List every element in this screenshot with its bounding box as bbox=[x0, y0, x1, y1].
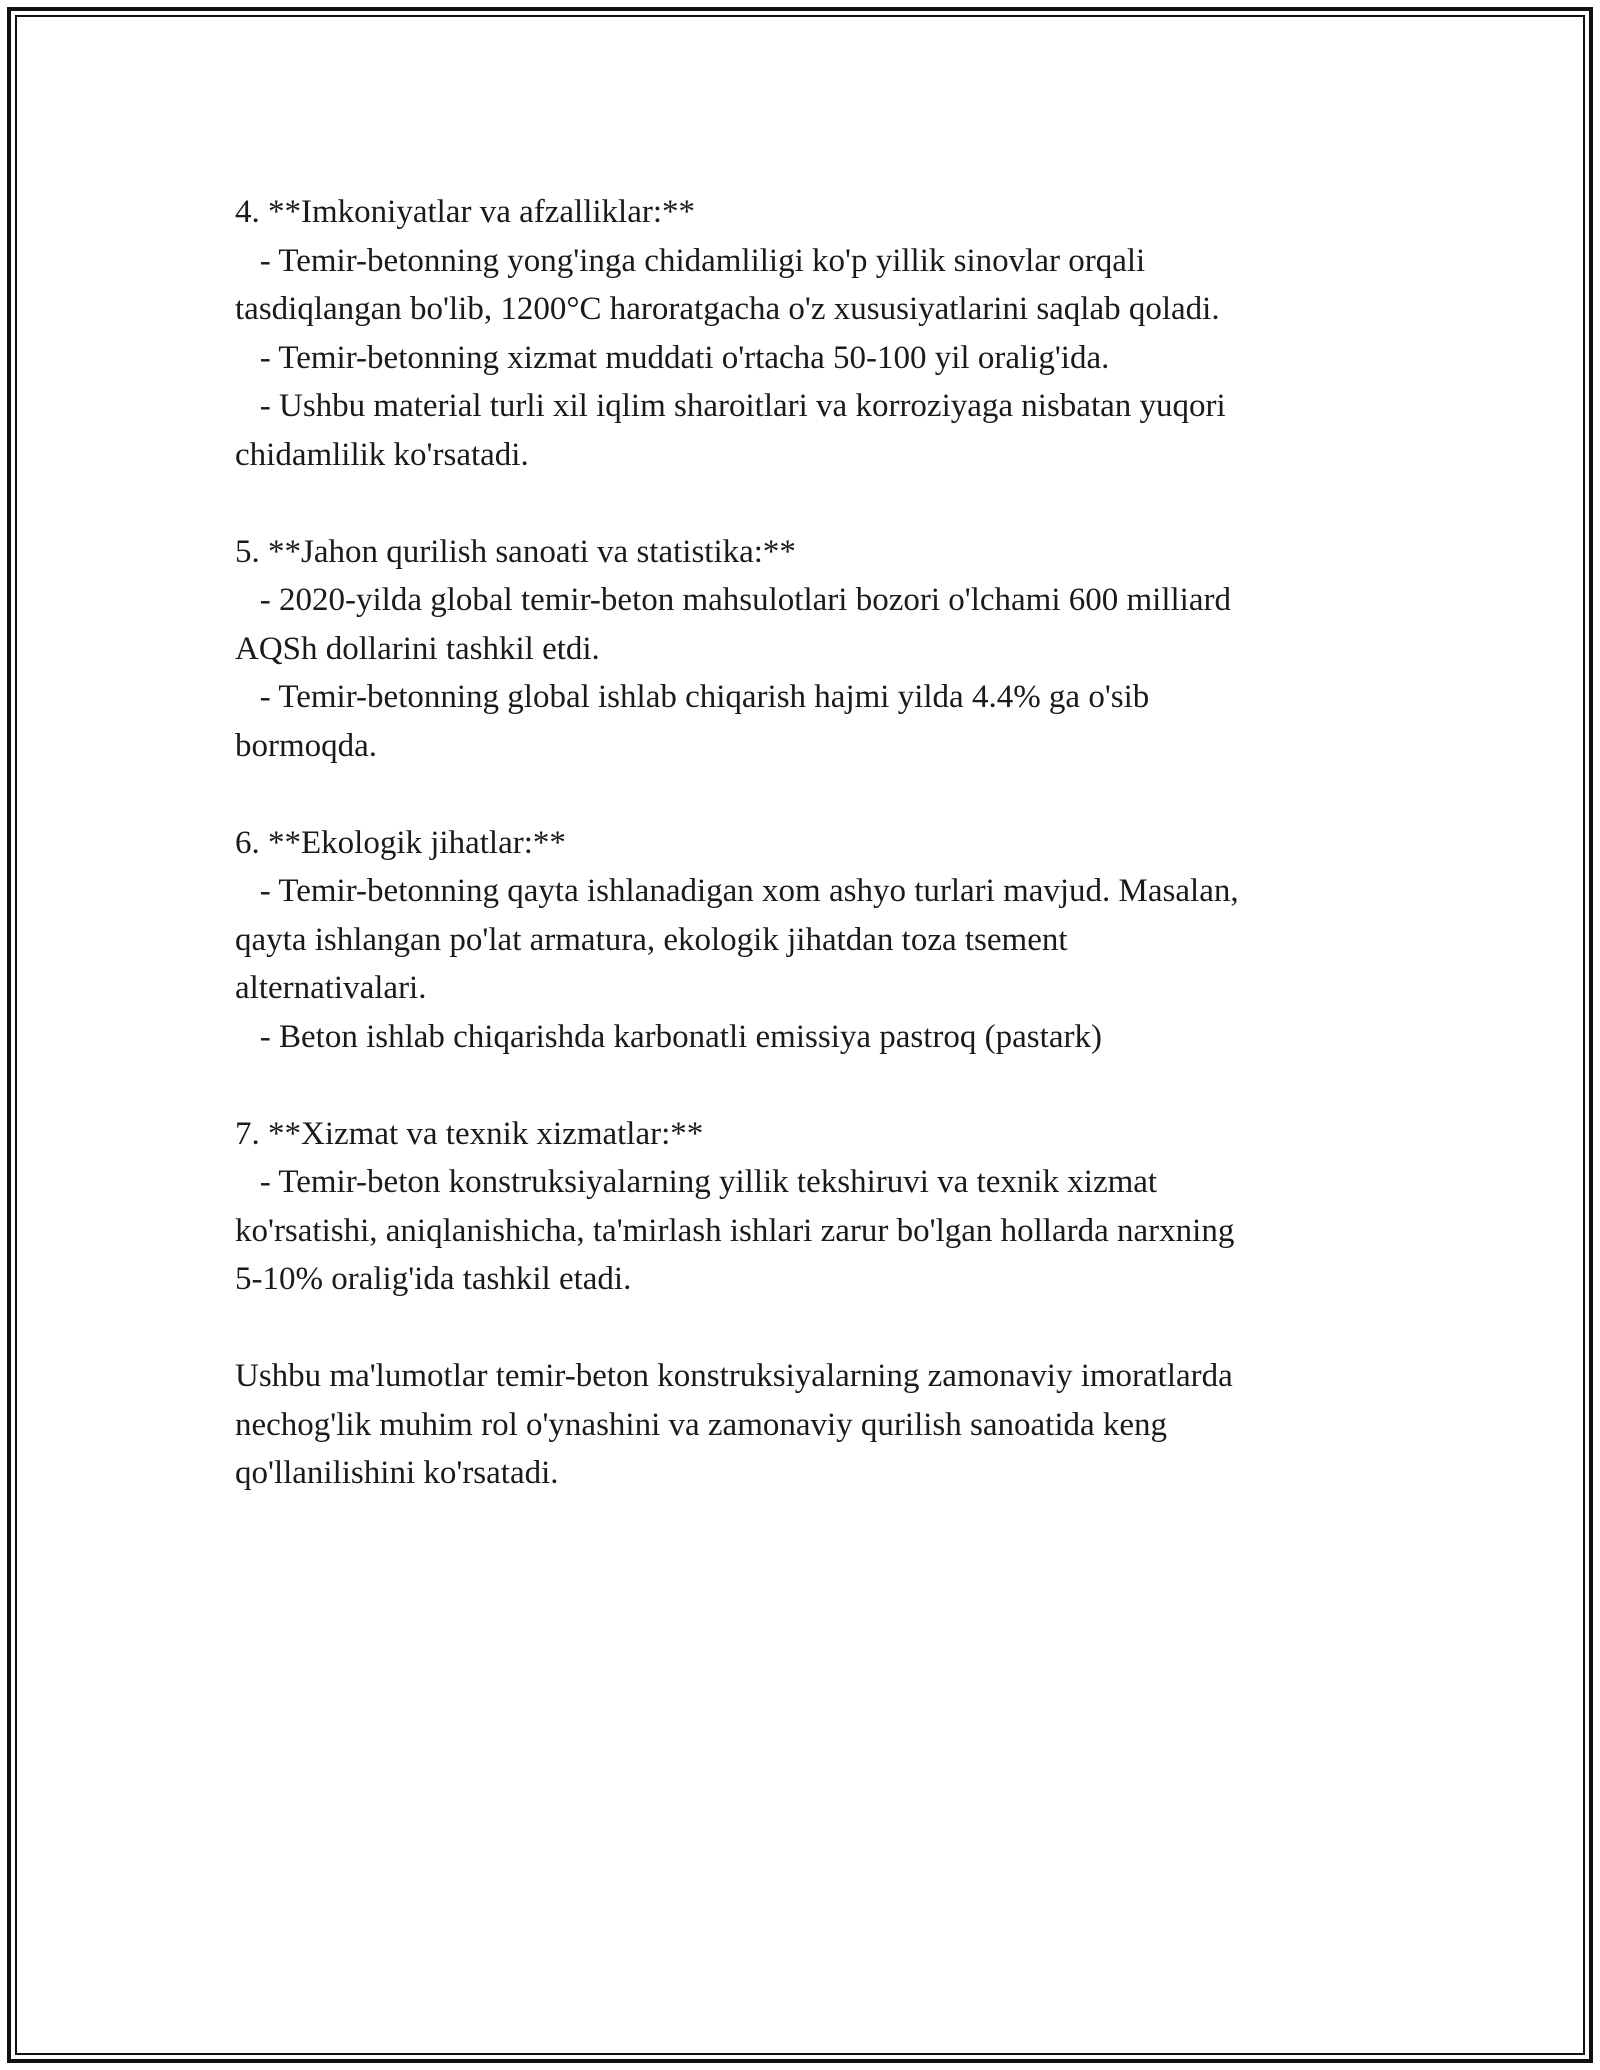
paragraph-line: - Temir-betonning global ishlab chiqarish hajmi yilda 4.4% ga o'sib bbox=[235, 679, 1150, 715]
paragraph-line: - Ushbu material turli xil iqlim sharoitlari va korroziyaga nisbatan yuqori bbox=[235, 388, 1226, 424]
section-heading: 5. **Jahon qurilish sanoati va statistika:** bbox=[235, 533, 796, 570]
section-ekologik bbox=[235, 819, 1365, 1062]
paragraph-line: - Temir-betonning qayta ishlanadigan xom ashyo turlari mavjud. Masalan, bbox=[235, 873, 1239, 909]
paragraph-line: - Beton ishlab chiqarishda karbonatli emissiya pastroq (pastark) bbox=[235, 1018, 1102, 1055]
paragraph-line: - Temir-betonning yong'inga chidamliligi ko'p yillik sinovlar orqali bbox=[235, 242, 1146, 279]
section-heading: 6. **Ekologik jihatlar:** bbox=[235, 824, 566, 861]
document-body bbox=[235, 188, 1365, 1546]
section-xizmat bbox=[235, 1110, 1365, 1304]
paragraph-line: ko'rsatishi, aniqlanishicha, ta'mirlash ishlari zarur bo'lgan hollarda narxning bbox=[235, 1212, 1235, 1249]
section-heading: 7. **Xizmat va texnik xizmatlar:** bbox=[235, 1115, 704, 1152]
paragraph-line: alternativalari. bbox=[235, 970, 427, 1006]
paragraph-line: - Temir-betonning xizmat muddati o'rtacha 50-100 yil oralig'ida. bbox=[235, 339, 1110, 376]
paragraph-line: AQSh dollarini tashkil etdi. bbox=[235, 630, 600, 667]
paragraph-line: - 2020-yilda global temir-beton mahsulotlari bozori o'lchami 600 milliard bbox=[235, 582, 1231, 618]
paragraph-line: qo'llanilishini ko'rsatadi. bbox=[235, 1455, 559, 1491]
paragraph-line: bormoqda. bbox=[235, 727, 378, 764]
paragraph-line: Ushbu ma'lumotlar temir-beton konstruksiyalarning zamonaviy imoratlarda bbox=[235, 1358, 1233, 1394]
section-imkoniyatlar bbox=[235, 188, 1365, 479]
paragraph-line: - Temir-beton konstruksiyalarning yillik tekshiruvi va texnik xizmat bbox=[235, 1164, 1158, 1200]
paragraph-line: nechog'lik muhim rol o'ynashini va zamonaviy qurilish sanoatida keng bbox=[235, 1406, 1168, 1443]
paragraph-line: tasdiqlangan bo'lib, 1200°C haroratgacha o'z xususiyatlarini saqlab qoladi. bbox=[235, 291, 1220, 327]
section-conclusion bbox=[235, 1352, 1365, 1498]
section-jahon-qurilish bbox=[235, 528, 1365, 771]
paragraph-line: qayta ishlangan po'lat armatura, ekologik jihatdan toza tsement bbox=[235, 921, 1068, 958]
section-heading: 4. **Imkoniyatlar va afzalliklar:** bbox=[235, 194, 696, 230]
paragraph-line: chidamlilik ko'rsatadi. bbox=[235, 436, 529, 473]
paragraph-line: 5-10% oralig'ida tashkil etadi. bbox=[235, 1261, 632, 1297]
